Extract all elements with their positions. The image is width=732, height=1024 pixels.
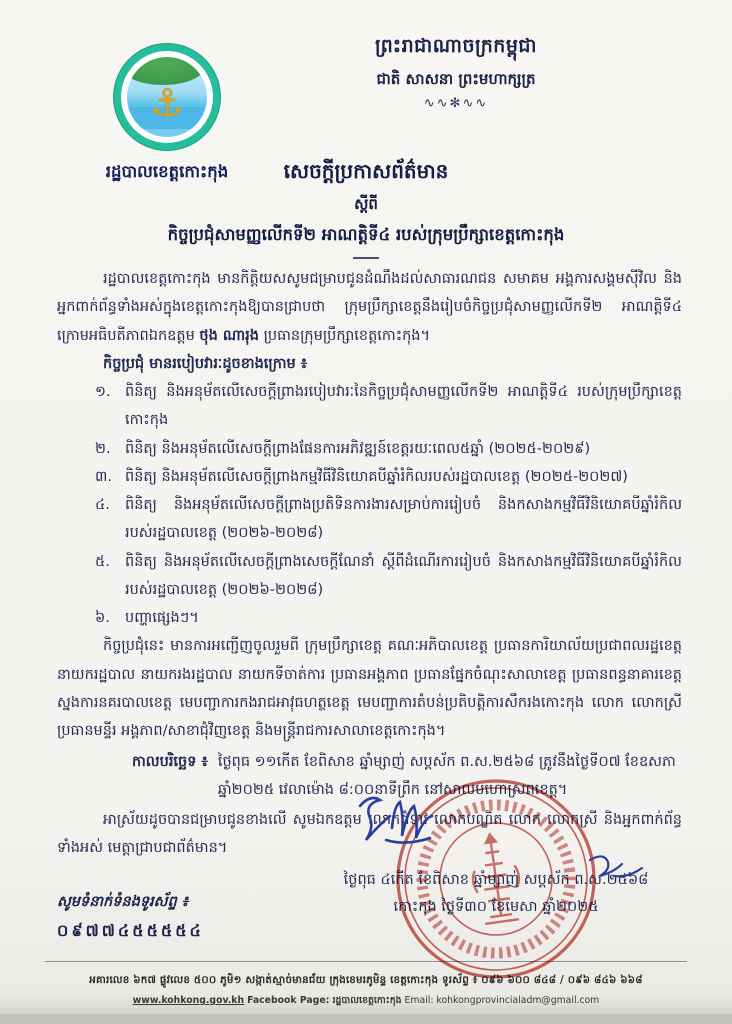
agenda-item xyxy=(95,604,682,632)
nation-religion-king: ជាតិ សាសនា ព្រះមហាក្សត្រ xyxy=(376,70,536,88)
koh-kong-seal-icon xyxy=(114,44,220,150)
contact-phone-number: ០៩៧៧៤៥៥៥៥៤ xyxy=(57,921,204,940)
agenda-list xyxy=(95,378,682,632)
paragraph-announcement xyxy=(57,265,682,350)
agenda-item-number: ៦. xyxy=(95,610,110,627)
agenda-item-text: ពិនិត្យ និងអនុម័តលើសេចក្តីព្រាងសេចក្តីណែនាំ ស្តីពីដំណើរការរៀបចំ និងកសាងកម្មវិធីវិនិយោគបីឆ្នាំរំកិលរបស់រដ្ឋបាលខេត្ត (២០២៦-២០២៨) xyxy=(125,553,682,598)
footer xyxy=(0,974,732,1008)
agenda-item-number: ៣. xyxy=(95,468,112,485)
motto-flourish-icon: ∿∿✻∿∿ xyxy=(423,96,489,111)
schedule-text: ថ្ងៃពុធ ១១កើត ខែពិសាខ ឆ្នាំម្សាញ់ សប្តស័ក ព.ស.២៥៦៨ ត្រូវនឹងថ្ងៃទី០៧ ខែឧសភា ឆ្នាំ២០២៥ វេលាម៉ោង ៨:០០នាទីព្រឹក នៅសាលមហោស្រពខេត្ត។ xyxy=(217,753,676,798)
document-header xyxy=(0,0,732,200)
footer-facebook: Facebook Page: រដ្ឋបាលខេត្តកោះកុង xyxy=(247,995,402,1006)
contact-block xyxy=(57,893,204,944)
paragraph-closing: អាស្រ័យដូចបានជម្រាបជូនខាងលើ សូមឯកឧត្តម លោកជំទាវ លោកបណ្ឌិត លោក លោកស្រី និងអ្នកពាក់ព័ន្ធទាំងអស់ មេត្តាជ្រាបជាព័ត៌មាន។ xyxy=(57,812,682,857)
schedule-label: កាលបរិច្ឆេទ ៖ xyxy=(132,753,208,770)
lunar-date-line: ថ្ងៃពុធ ៤កើត ខែពិសាខ ឆ្នាំម្សាញ់ សប្តស័ក ព.ស.២៥៦៨ xyxy=(343,871,649,888)
agenda-item xyxy=(95,378,682,435)
agenda-item-text: ពិនិត្យ និងអនុម័តលើសេចក្តីព្រាងកម្មវិធីវិនិយោគបីឆ្នាំរំកិលរបស់រដ្ឋបាលខេត្ត (២០២៥-២០២៧) xyxy=(125,468,628,485)
admin-label: រដ្ឋបាលខេត្តកោះកុង xyxy=(105,162,229,181)
agenda-item-text: បញ្ហាផ្សេងៗ។ xyxy=(125,610,199,627)
agenda-item xyxy=(95,463,682,491)
document-type-title: សេចក្តីប្រកាសព័ត៌មាន xyxy=(283,159,449,183)
footer-links-line xyxy=(0,994,732,1008)
document-body xyxy=(57,265,682,863)
footer-website: www.kohkong.gov.kh xyxy=(132,995,245,1006)
anchor-icon: ⚓ xyxy=(149,81,185,125)
agenda-intro: កិច្ចប្រជុំ មានរបៀបវារៈដូចខាងក្រោម ៖ xyxy=(103,355,308,372)
agenda-item-number: ៥. xyxy=(95,553,110,570)
place-date-line: កោះកុង ថ្ងៃទី៣០ ខែមេសា ឆ្នាំ២០២៥ xyxy=(393,899,599,916)
agenda-item-number: ២. xyxy=(95,440,111,457)
agenda-item xyxy=(95,548,682,605)
seal-sky xyxy=(127,57,207,137)
provincial-emblem-block xyxy=(92,44,242,186)
announcement-text-after: ប្រធានក្រុមប្រឹក្សាខេត្តកោះកុង។ xyxy=(258,327,431,344)
contact-label: សូមទំនាក់ទំនងទូរស័ព្ទ ៖ xyxy=(57,894,189,910)
paragraph-attendees: កិច្ចប្រជុំនេះ មានការអញ្ជើញចូលរួមពី ក្រុមប្រឹក្សាខេត្ត គណៈអភិបាលខេត្ត ប្រធានការិយាល័យប្រជាពលរដ្ឋខេត្ត នាយករដ្ឋបាល នាយករងរដ្ឋបាល នាយកទីចាត់ការ ប្រធានអង្គភាព ប្រធានផ្នែកចំណុះសាលាខេត្ត ប្រធានពន្ធនាគារខេត្ត ស្នងការនគរបាលខេត្ត មេបញ្ជាការកងរាជអាវុធហត្ថខេត្ត មេបញ្ជាការតំបន់ប្រតិបត្តិការសឹករងកោះកុង លោក លោកស្រីប្រធានមន្ទីរ អង្គភាព/សាខាជុំវិញខេត្ត និងមន្ត្រីរាជការសាលាខេត្តកោះកុង។ xyxy=(57,638,682,740)
document-subject: កិច្ចប្រជុំសាមញ្ញលើកទី២ អាណត្តិទី៤ របស់ក្រុមប្រឹក្សាខេត្តកោះកុង xyxy=(167,225,565,244)
scan-edge xyxy=(0,1014,732,1024)
council-president-name: ថុង ណារុង xyxy=(199,327,259,344)
agenda-item xyxy=(95,435,682,463)
announcement-text-before: រដ្ឋបាលខេត្តកោះកុង មានកិត្តិយសសូមជម្រាបជូនដំណឹងដល់សាធារណជន សមាគម អង្គការសង្គមស៊ីវិល និងអ្នកពាក់ព័ន្ធទាំងអស់ក្នុងខេត្តកោះកុងឱ្យបានជ្រាបថា ក្រុមប្រឹក្សាខេត្តនឹងរៀបចំកិច្ចប្រជុំសាមញ្ញលើកទី២ អាណត្តិទី៤ ក្រោមអធិបតីភាពឯកឧត្តម xyxy=(57,271,682,344)
footer-email: Email: kohkongprovincialadm@gmail.com xyxy=(404,995,600,1006)
kingdom-title: ព្រះរាជាណាចក្រកម្ពុជា xyxy=(375,35,537,57)
footer-address-line: អគារលេខ ៦ក៧ ផ្លូវលេខ ៥០០ ភូមិ១ សង្កាត់ស្មាច់មានជ័យ ក្រុងខេមរភូមិន្ទ ខេត្តកោះកុង ទូរស័ព្ទ ៖ ០៩៦ ៦០០ ៨៤៨ / ០៩៦ ៨៤៦ ៦៦៨ xyxy=(89,974,643,986)
agenda-item-number: ១. xyxy=(95,384,111,401)
national-motto xyxy=(240,34,672,111)
signature-ink-icon xyxy=(352,788,438,854)
agenda-item-text: ពិនិត្យ និងអនុម័តលើសេចក្តីព្រាងប្រតិទិនការងារសម្រាប់ការរៀបចំ និងកសាងកម្មវិធីវិនិយោគបីឆ្នាំរំកិលរបស់រដ្ឋបាលខេត្ត (២០២៦-២០២៨) xyxy=(125,497,682,542)
agenda-item-text: ពិនិត្យ និងអនុម័តលើសេចក្តីព្រាងផែនការអភិវឌ្ឍន៍ខេត្តរយៈពេល៥ឆ្នាំ (២០២៥-២០២៩) xyxy=(125,440,591,457)
signature-initials-icon xyxy=(584,850,646,888)
agenda-item xyxy=(95,491,682,548)
agenda-item-number: ៤. xyxy=(95,497,110,514)
regarding-label: ស្តីពី xyxy=(354,195,378,213)
subject-divider xyxy=(353,257,379,259)
agenda-item-text: ពិនិត្យ និងអនុម័តលើសេចក្តីព្រាងរបៀបវារៈនៃកិច្ចប្រជុំសាមញ្ញលើកទី២ អាណត្តិទី៤ របស់ក្រុមប្រឹក្សាខេត្តកោះកុង xyxy=(125,384,682,429)
